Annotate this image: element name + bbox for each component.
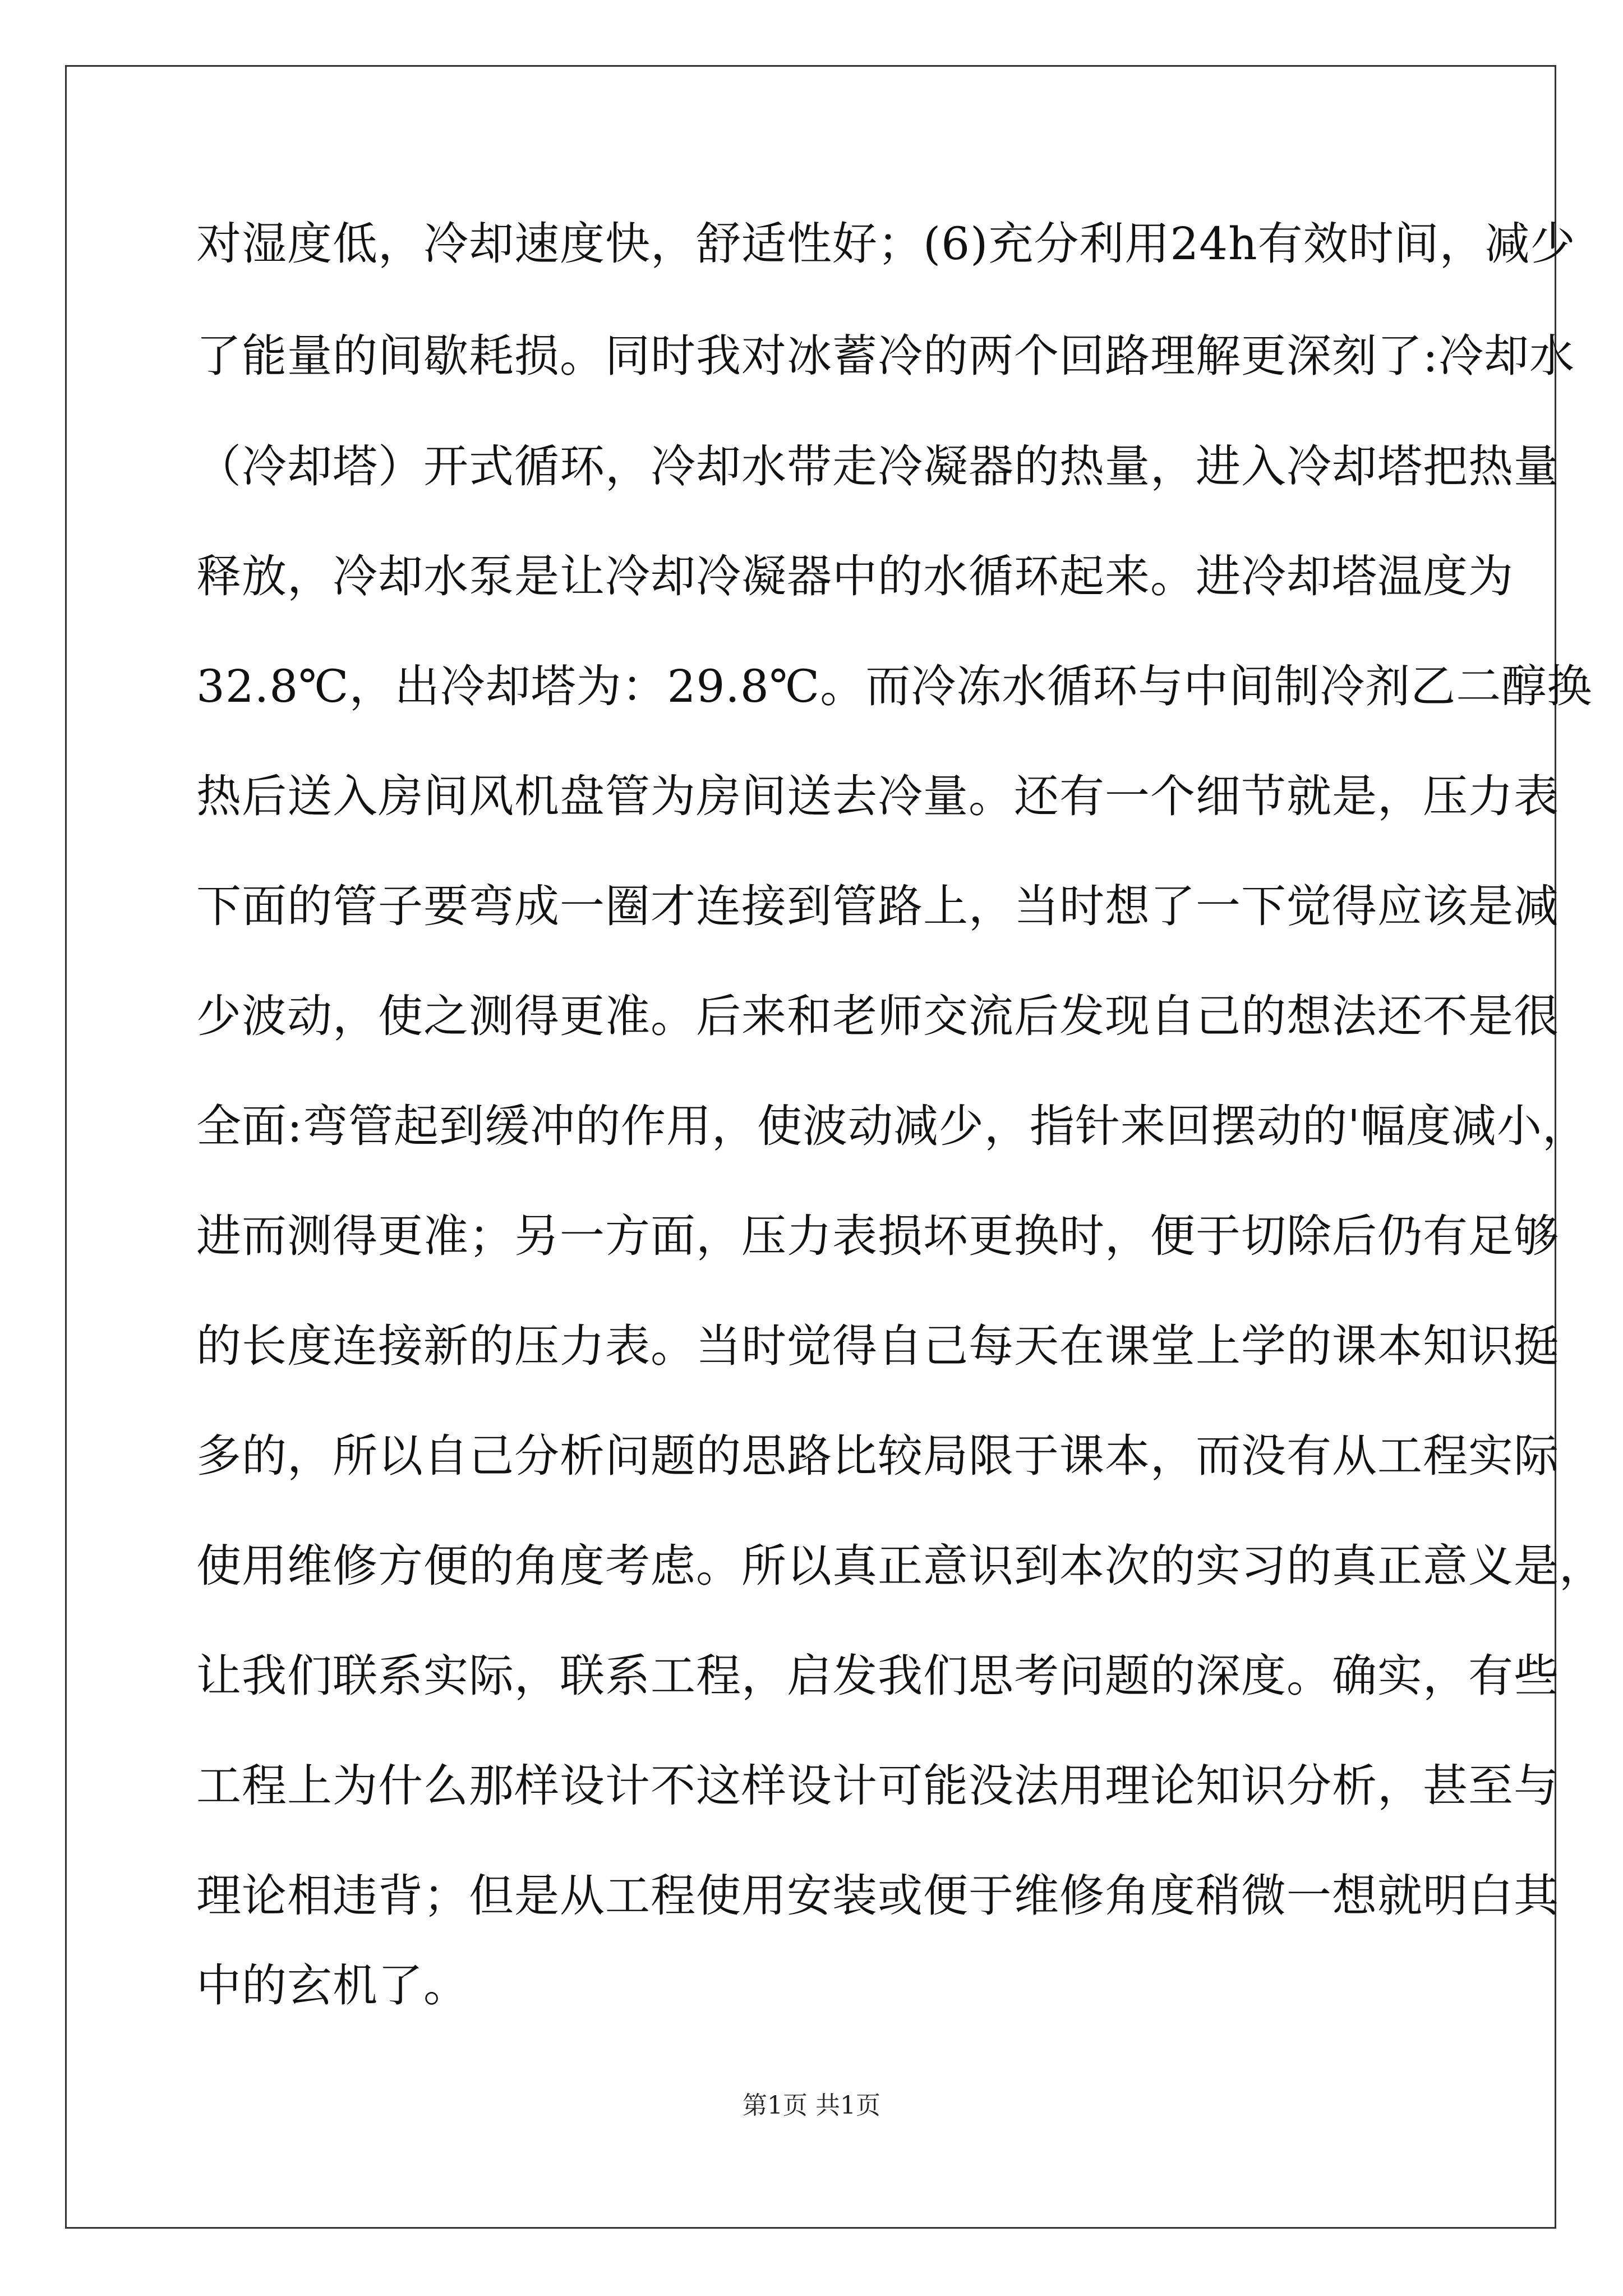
text-line: 多的，所以自己分析问题的思路比较局限于课本，而没有从工程实际 — [196, 1430, 1559, 1482]
text-line: 32.8℃，出冷却塔为：29.8℃。而冷冻水循环与中间制冷剂乙二醇换 — [196, 660, 1593, 712]
text-line: （冷却塔）开式循环，冷却水带走冷凝器的热量，进入冷却塔把热量 — [196, 440, 1559, 493]
text-line: 进而测得更准；另一方面，压力表损坏更换时，便于切除后仍有足够 — [196, 1210, 1559, 1262]
text-line: 的长度连接新的压力表。当时觉得自己每天在课堂上学的课本知识挺 — [196, 1320, 1559, 1372]
text-line: 热后送入房间风机盘管为房间送去冷量。还有一个细节就是，压力表 — [196, 770, 1559, 822]
text-line: 让我们联系实际，联系工程，启发我们思考问题的深度。确实，有些 — [196, 1650, 1559, 1702]
text-line: 工程上为什么那样设计不这样设计可能没法用理论知识分析，甚至与 — [196, 1760, 1559, 1812]
text-line: 全面:弯管起到缓冲的作用，使波动减少，指针来回摆动的'幅度减小， — [196, 1100, 1588, 1152]
page-footer: 第1页 共1页 — [743, 2091, 880, 2120]
text-line: 理论相违背；但是从工程使用安装或便于维修角度稍微一想就明白其 — [196, 1870, 1559, 1922]
text-line: 对湿度低，冷却速度快，舒适性好；(6)充分利用24h有效时间，减少 — [196, 218, 1576, 270]
text-line: 释放，冷却水泵是让冷却冷凝器中的水循环起来。进冷却塔温度为 — [196, 550, 1514, 602]
text-line: 少波动，使之测得更准。后来和老师交流后发现自己的想法还不是很 — [196, 990, 1559, 1042]
text-line: 下面的管子要弯成一圈才连接到管路上，当时想了一下觉得应该是减 — [196, 880, 1559, 932]
text-line: 使用维修方便的角度考虑。所以真正意识到本次的实习的真正意义是， — [196, 1540, 1604, 1592]
text-line: 中的玄机了。 — [196, 1959, 469, 2012]
text-line: 了能量的间歇耗损。同时我对冰蓄冷的两个回路理解更深刻了:冷却水 — [196, 330, 1575, 382]
